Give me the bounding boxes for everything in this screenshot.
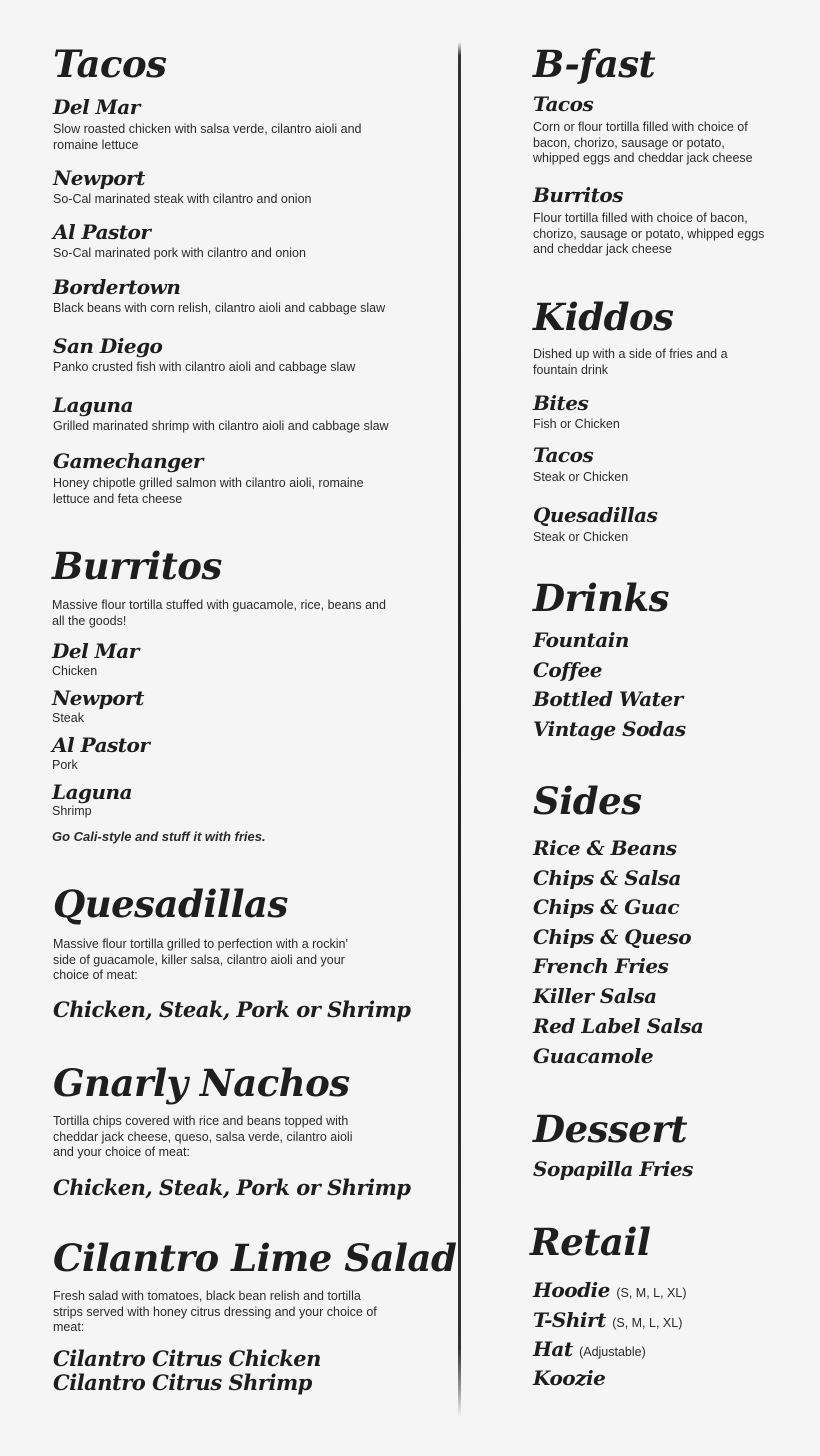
- menu-item-name: Newport: [53, 166, 145, 190]
- section-desc: Fresh salad with tomatoes, black bean relish and tortilla strips served with honey citrus dressing and your choice of meat:: [53, 1289, 377, 1334]
- burritos-note: Go Cali-style and stuff it with fries.: [52, 829, 266, 844]
- section-title-sides: Sides: [533, 779, 642, 823]
- menu-item-name: Bordertown: [53, 275, 181, 299]
- menu-item-desc: Black beans with corn relish, cilantro aioli and cabbage slaw: [53, 301, 386, 315]
- menu-item-desc: Slow roasted chicken with salsa verde, cilantro aioli and romaine lettuce: [53, 122, 362, 152]
- menu-item-name: San Diego: [53, 334, 163, 358]
- menu-item-desc: So-Cal marinated pork with cilantro and onion: [53, 246, 306, 260]
- retail-item-size: (S, M, L, XL): [612, 1316, 683, 1330]
- section-desc: Massive flour tortilla stuffed with guacamole, rice, beans and all the goods!: [52, 598, 386, 628]
- menu-item-desc: Honey chipotle grilled salmon with cilantro aioli, romaine lettuce and feta cheese: [53, 476, 364, 506]
- menu-item-desc: Corn or flour tortilla filled with choice of bacon, chorizo, sausage or potato, whipped eggs and cheddar jack cheese: [533, 120, 753, 165]
- menu-item-name: Al Pastor: [52, 733, 150, 757]
- menu-item-name: Newport: [52, 686, 144, 710]
- section-desc: Dished up with a side of fries and a fountain drink: [533, 347, 728, 377]
- side-item: Guacamole: [533, 1044, 654, 1068]
- drink-item: Vintage Sodas: [533, 717, 686, 741]
- drink-item: Coffee: [533, 658, 602, 682]
- menu-item-desc: Panko crusted fish with cilantro aioli and cabbage slaw: [53, 360, 356, 374]
- menu-item-name: Laguna: [53, 393, 134, 417]
- retail-item-size: (S, M, L, XL): [616, 1286, 687, 1300]
- section-title-retail: Retail: [530, 1220, 651, 1264]
- section-title-bfast: B-fast: [533, 42, 656, 86]
- menu-item-desc: Grilled marinated shrimp with cilantro aioli and cabbage slaw: [53, 419, 389, 433]
- menu-item-desc: Shrimp: [52, 804, 92, 818]
- retail-item-size: (Adjustable): [579, 1345, 646, 1359]
- section-title-nachos: Gnarly Nachos: [53, 1061, 350, 1105]
- retail-item: [533, 1338, 646, 1363]
- side-item: Chips & Guac: [533, 895, 680, 919]
- menu-item-name: Del Mar: [52, 639, 139, 663]
- column-divider: [458, 42, 461, 1417]
- side-item: Killer Salsa: [533, 984, 657, 1008]
- menu-item-desc: Steak or Chicken: [533, 470, 629, 484]
- side-item: Red Label Salsa: [533, 1014, 704, 1038]
- menu-item-name: Al Pastor: [53, 220, 151, 244]
- section-title-kiddos: Kiddos: [533, 295, 674, 339]
- menu-item-name: Burritos: [533, 183, 623, 207]
- retail-item-name: Hat: [533, 1337, 573, 1361]
- retail-item-name: Koozie: [533, 1366, 606, 1390]
- menu-item-name: Quesadillas: [533, 503, 658, 527]
- dessert-item: Sopapilla Fries: [533, 1157, 693, 1181]
- salad-option: Cilantro Citrus Chicken: [53, 1346, 321, 1371]
- section-title-tacos: Tacos: [53, 42, 167, 86]
- retail-item: [533, 1309, 682, 1334]
- section-title-salad: Cilantro Lime Salad: [53, 1236, 457, 1280]
- menu-item-name: Bites: [533, 391, 589, 415]
- menu-item-desc: Steak or Chicken: [533, 530, 629, 544]
- drink-item: Bottled Water: [533, 687, 683, 711]
- meat-options: Chicken, Steak, Pork or Shrimp: [53, 1175, 411, 1200]
- side-item: Chips & Salsa: [533, 866, 682, 890]
- menu-item-desc: Pork: [52, 758, 78, 772]
- retail-item-name: T-Shirt: [533, 1308, 606, 1332]
- menu-item-desc: Chicken: [52, 664, 98, 678]
- retail-item: [533, 1279, 687, 1304]
- menu-item-desc: Flour tortilla filled with choice of bacon, chorizo, sausage or potato, whipped eggs and cheddar jack cheese: [533, 211, 765, 256]
- section-desc: Tortilla chips covered with rice and beans topped with cheddar jack cheese, queso, salsa verde, cilantro aioli and your choice of meat:: [53, 1114, 353, 1159]
- retail-item: [533, 1367, 605, 1389]
- side-item: French Fries: [533, 954, 669, 978]
- menu-item-desc: Steak: [52, 711, 84, 725]
- section-title-dessert: Dessert: [533, 1107, 687, 1151]
- side-item: Chips & Queso: [533, 925, 692, 949]
- menu-item-name: Gamechanger: [53, 449, 203, 473]
- menu-item-name: Laguna: [52, 780, 133, 804]
- side-item: Rice & Beans: [533, 836, 677, 860]
- meat-options: Chicken, Steak, Pork or Shrimp: [53, 997, 411, 1022]
- menu-item-desc: Fish or Chicken: [533, 417, 620, 431]
- menu-item-name: Del Mar: [53, 95, 140, 119]
- menu-item-name: Tacos: [533, 92, 594, 116]
- section-title-burritos: Burritos: [52, 544, 222, 588]
- menu-item-desc: So-Cal marinated steak with cilantro and onion: [53, 192, 312, 206]
- retail-item-name: Hoodie: [533, 1278, 610, 1302]
- section-desc: Massive flour tortilla grilled to perfection with a rockin' side of guacamole, killer salsa, cilantro aioli and your choice of meat:: [53, 937, 348, 982]
- section-title-drinks: Drinks: [533, 576, 670, 620]
- section-title-quesadillas: Quesadillas: [53, 882, 288, 926]
- drink-item: Fountain: [533, 628, 629, 652]
- menu-item-name: Tacos: [533, 443, 594, 467]
- salad-option: Cilantro Citrus Shrimp: [53, 1370, 312, 1395]
